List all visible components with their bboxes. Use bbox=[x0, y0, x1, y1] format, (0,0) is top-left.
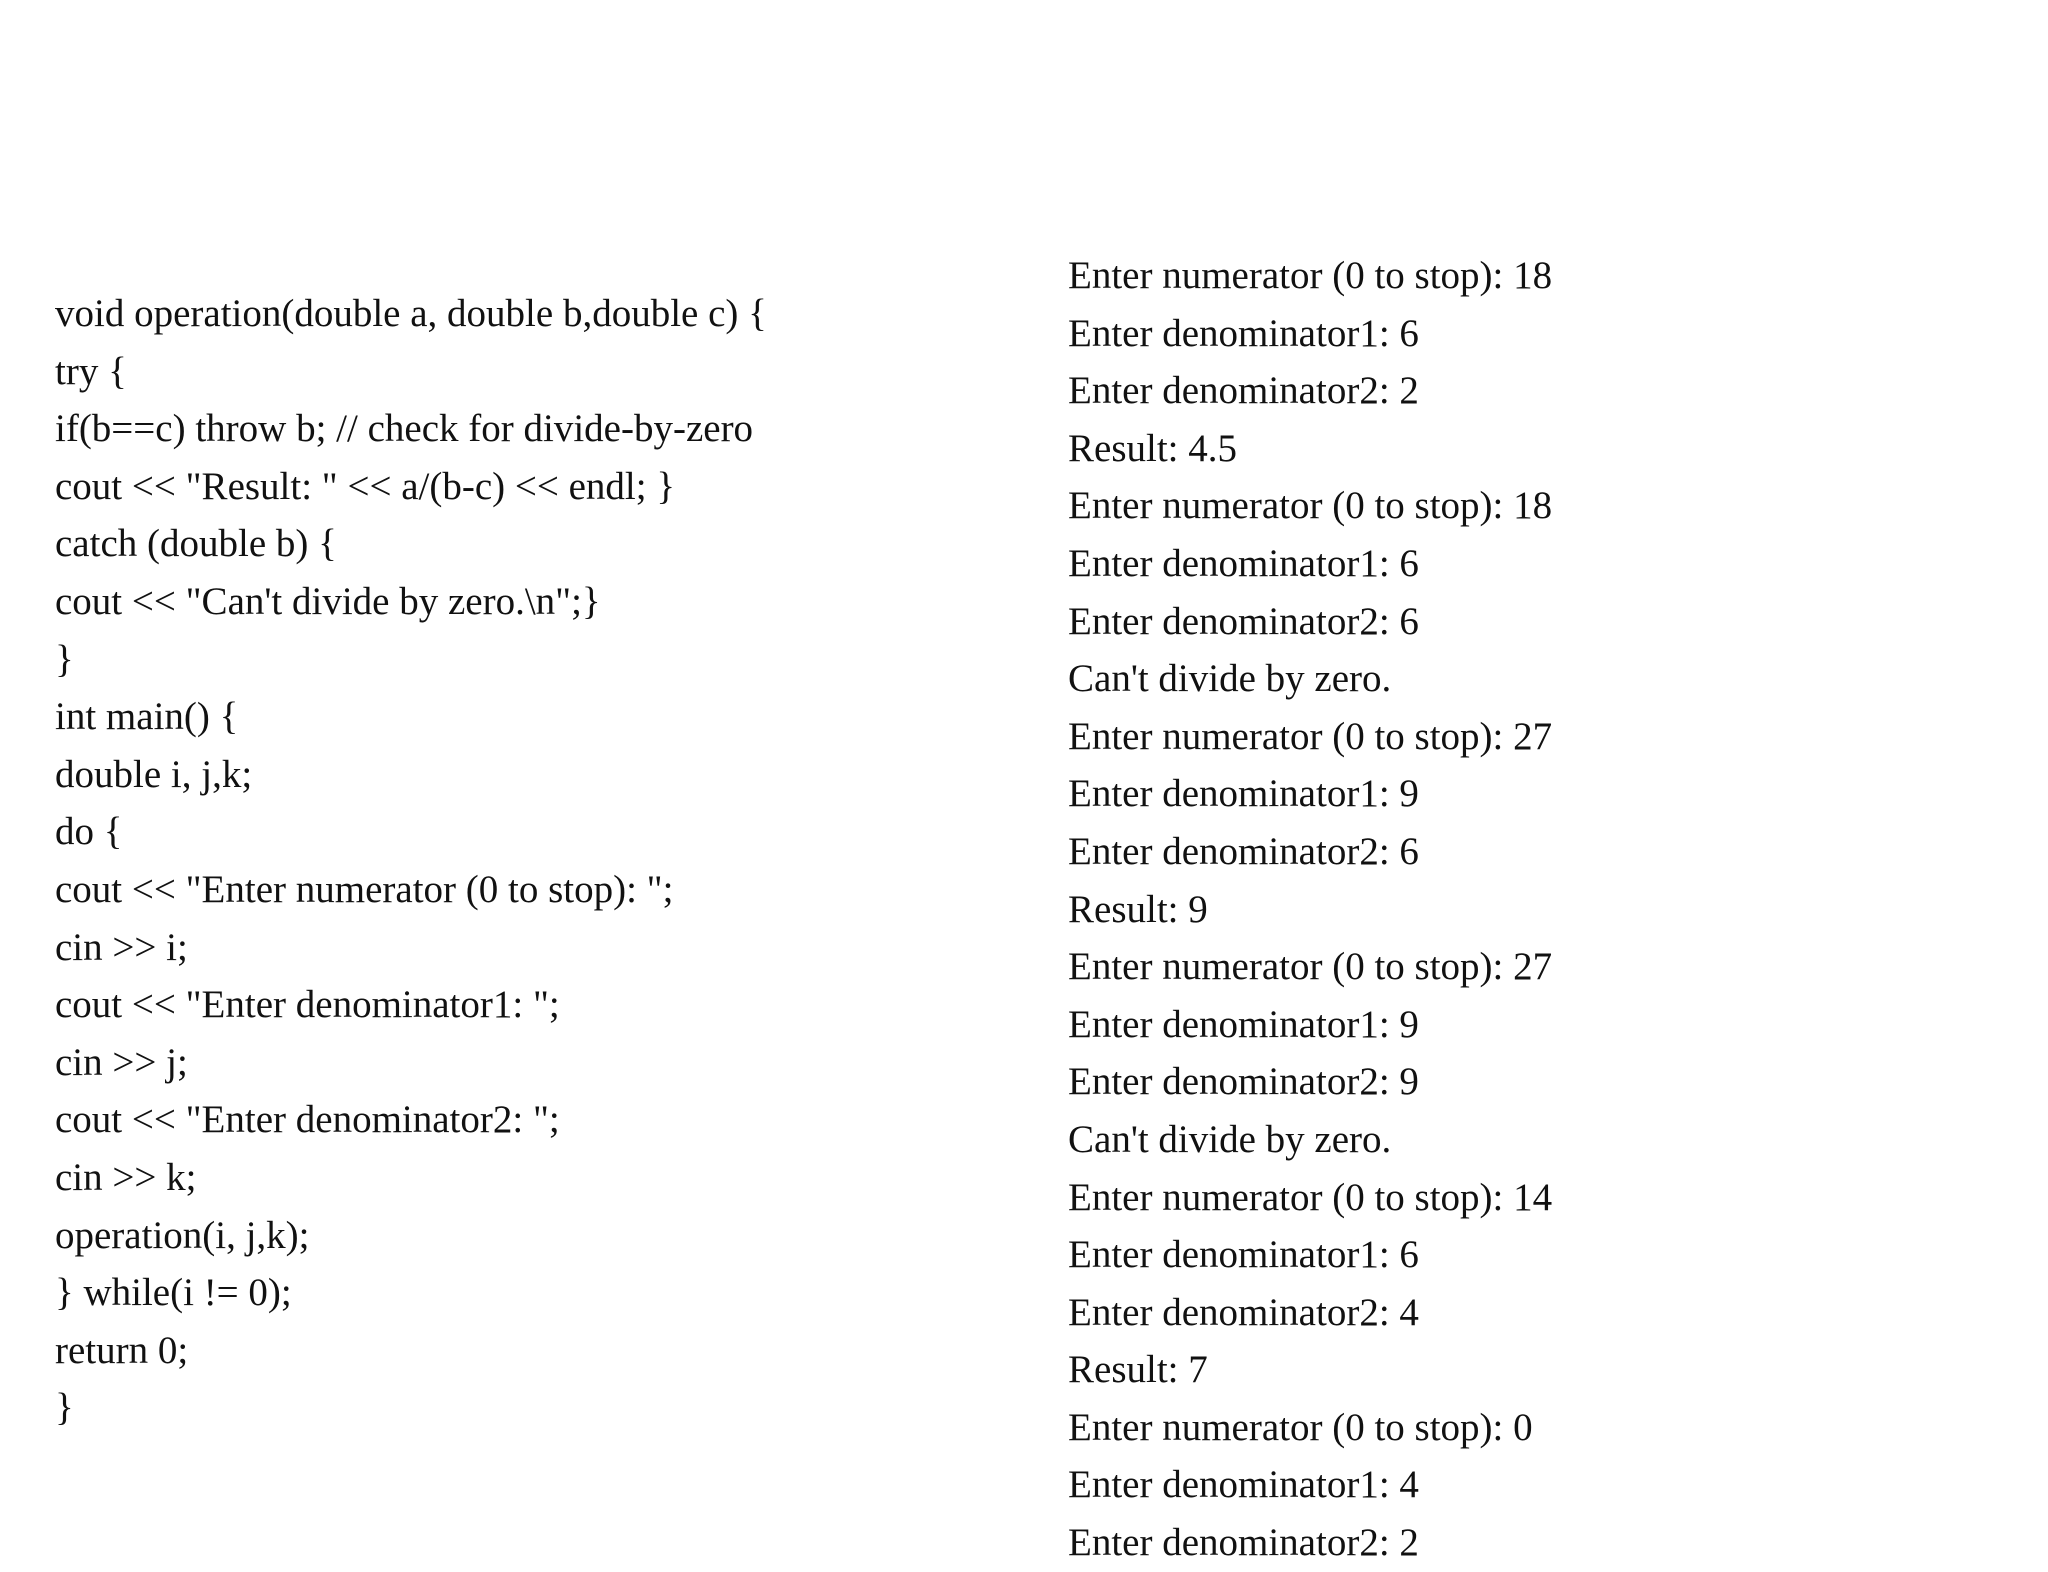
code-line: try { bbox=[55, 349, 127, 393]
output-line: Enter denominator1: 9 bbox=[1068, 772, 1419, 816]
program-output-listing bbox=[1068, 247, 2028, 1572]
output-line: Enter denominator2: 6 bbox=[1068, 599, 1419, 643]
code-line: return 0; bbox=[55, 1328, 189, 1372]
code-line: } while(i != 0); bbox=[55, 1271, 292, 1315]
output-line: Enter denominator1: 6 bbox=[1068, 311, 1419, 355]
code-line: double i, j,k; bbox=[55, 752, 253, 796]
output-line: Can't divide by zero. bbox=[1068, 657, 1392, 701]
output-line: Enter denominator1: 6 bbox=[1068, 541, 1419, 585]
code-line: } bbox=[55, 637, 74, 681]
output-line: Enter denominator2: 2 bbox=[1068, 369, 1419, 413]
source-code-listing bbox=[55, 285, 995, 1437]
output-line: Enter denominator1: 9 bbox=[1068, 1002, 1419, 1046]
output-line: Enter numerator (0 to stop): 27 bbox=[1068, 945, 1553, 989]
code-line: if(b==c) throw b; // check for divide-by-zero bbox=[55, 407, 754, 451]
code-line: } bbox=[55, 1386, 74, 1430]
output-line: Enter denominator1: 6 bbox=[1068, 1233, 1419, 1277]
output-line: Enter numerator (0 to stop): 18 bbox=[1068, 484, 1553, 528]
output-line: Enter denominator2: 2 bbox=[1068, 1521, 1419, 1565]
output-line: Result: 4.5 bbox=[1068, 426, 1238, 470]
output-line: Enter numerator (0 to stop): 18 bbox=[1068, 254, 1553, 297]
output-line: Enter numerator (0 to stop): 0 bbox=[1068, 1405, 1533, 1449]
output-line: Can't divide by zero. bbox=[1068, 1117, 1392, 1161]
output-line: Result: 7 bbox=[1068, 1348, 1208, 1392]
code-line: cin >> i; bbox=[55, 925, 188, 969]
code-line: cin >> j; bbox=[55, 1040, 188, 1084]
code-line: cout << "Enter numerator (0 to stop): "; bbox=[55, 867, 674, 911]
output-line: Enter denominator2: 9 bbox=[1068, 1060, 1419, 1104]
code-line: int main() { bbox=[55, 695, 239, 739]
output-line: Enter denominator2: 4 bbox=[1068, 1290, 1419, 1334]
code-line: cin >> k; bbox=[55, 1155, 197, 1199]
code-line: do { bbox=[55, 810, 123, 854]
code-line: cout << "Enter denominator1: "; bbox=[55, 983, 560, 1027]
output-line: Enter numerator (0 to stop): 27 bbox=[1068, 714, 1553, 758]
output-line: Enter numerator (0 to stop): 14 bbox=[1068, 1175, 1553, 1219]
code-line: cout << "Result: " << a/(b-c) << endl; } bbox=[55, 464, 676, 508]
code-line: cout << "Enter denominator2: "; bbox=[55, 1098, 560, 1142]
code-line: catch (double b) { bbox=[55, 522, 337, 566]
code-line: operation(i, j,k); bbox=[55, 1213, 310, 1257]
output-line: Enter denominator1: 4 bbox=[1068, 1463, 1419, 1507]
output-line: Enter denominator2: 6 bbox=[1068, 829, 1419, 873]
code-line: void operation(double a, double b,double c) { bbox=[55, 292, 767, 335]
output-line: Result: 9 bbox=[1068, 887, 1208, 931]
code-line: cout << "Can't divide by zero.\n";} bbox=[55, 579, 601, 623]
